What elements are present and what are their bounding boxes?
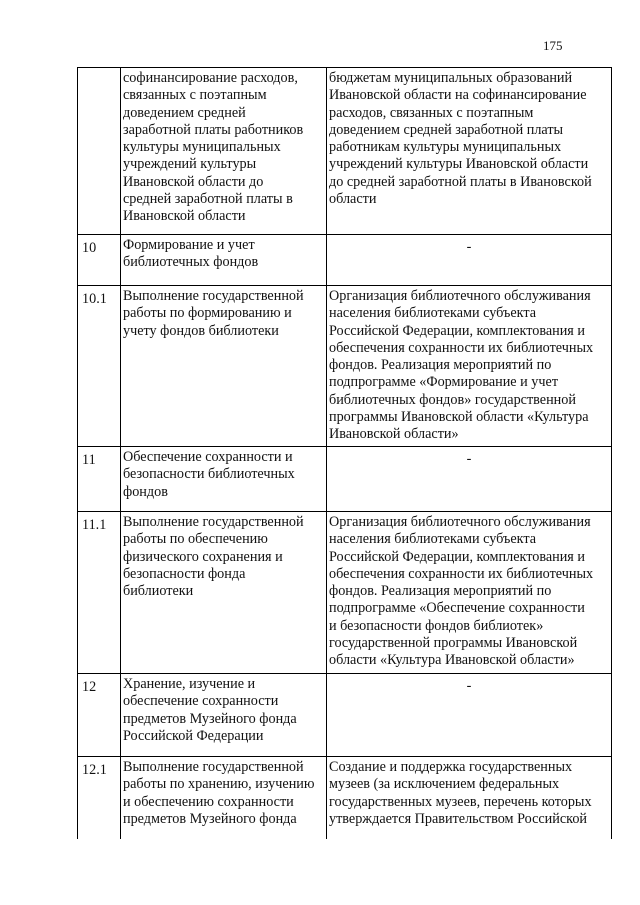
activity-description: - bbox=[327, 674, 612, 757]
document-table bbox=[77, 67, 612, 839]
page-number: 175 bbox=[543, 38, 563, 53]
table-row bbox=[78, 286, 612, 447]
activity-name: Выполнение государственной работы по хранению, изучению и обеспечению сохранности предметов Музейного фонда bbox=[121, 757, 327, 839]
table-row bbox=[78, 674, 612, 757]
row-number: 10 bbox=[78, 235, 121, 286]
row-number: 12 bbox=[78, 674, 121, 757]
activity-description: Организация библиотечного обслуживания населения библиотеками субъекта Российской Федерации, комплектования и обеспечения сохранности их библиотечных фондов. Реализация мероприятий по подпрограмме «Формирование и учет библиотечных фондов» государственной программы Ивановской области «Культура Ивановской области» bbox=[327, 286, 612, 447]
table-row bbox=[78, 235, 612, 286]
table-row bbox=[78, 512, 612, 674]
row-number bbox=[78, 68, 121, 235]
row-number: 12.1 bbox=[78, 757, 121, 839]
activity-name: Хранение, изучение и обеспечение сохранности предметов Музейного фонда Российской Федерации bbox=[121, 674, 327, 757]
activity-name: Выполнение государственной работы по формированию и учету фондов библиотеки bbox=[121, 286, 327, 447]
activity-description: - bbox=[327, 235, 612, 286]
activity-name: Выполнение государственной работы по обеспечению физического сохранения и безопасности фонда библиотеки bbox=[121, 512, 327, 674]
activity-description: Организация библиотечного обслуживания населения библиотеками субъекта Российской Федерации, комплектования и обеспечения сохранности их библиотечных фондов. Реализация мероприятий по подпрограмме «Обеспечение сохранности и безопасности фондов библиотек» государственной программы Ивановской области «Культура Ивановской области» bbox=[327, 512, 612, 674]
activity-description: Создание и поддержка государственных музеев (за исключением федеральных государственных музеев, перечень которых утверждается Правительством Российской bbox=[327, 757, 612, 839]
row-number: 11 bbox=[78, 447, 121, 512]
row-number: 11.1 bbox=[78, 512, 121, 674]
activity-name: Обеспечение сохранности и безопасности библиотечных фондов bbox=[121, 447, 327, 512]
table-row bbox=[78, 68, 612, 235]
activity-name: Формирование и учет библиотечных фондов bbox=[121, 235, 327, 286]
activity-description: бюджетам муниципальных образований Ивановской области на софинансирование расходов, связанных с поэтапным доведением средней заработной платы работникам культуры муниципальных учреждений культуры Ивановской области до средней заработной платы в Ивановской области bbox=[327, 68, 612, 235]
activity-description: - bbox=[327, 447, 612, 512]
row-number: 10.1 bbox=[78, 286, 121, 447]
activity-name: софинансирование расходов, связанных с поэтапным доведением средней заработной платы работников культуры муниципальных учреждений культуры Ивановской области до средней заработной платы в Ивановской области bbox=[121, 68, 327, 235]
table-row bbox=[78, 757, 612, 839]
table-row bbox=[78, 447, 612, 512]
